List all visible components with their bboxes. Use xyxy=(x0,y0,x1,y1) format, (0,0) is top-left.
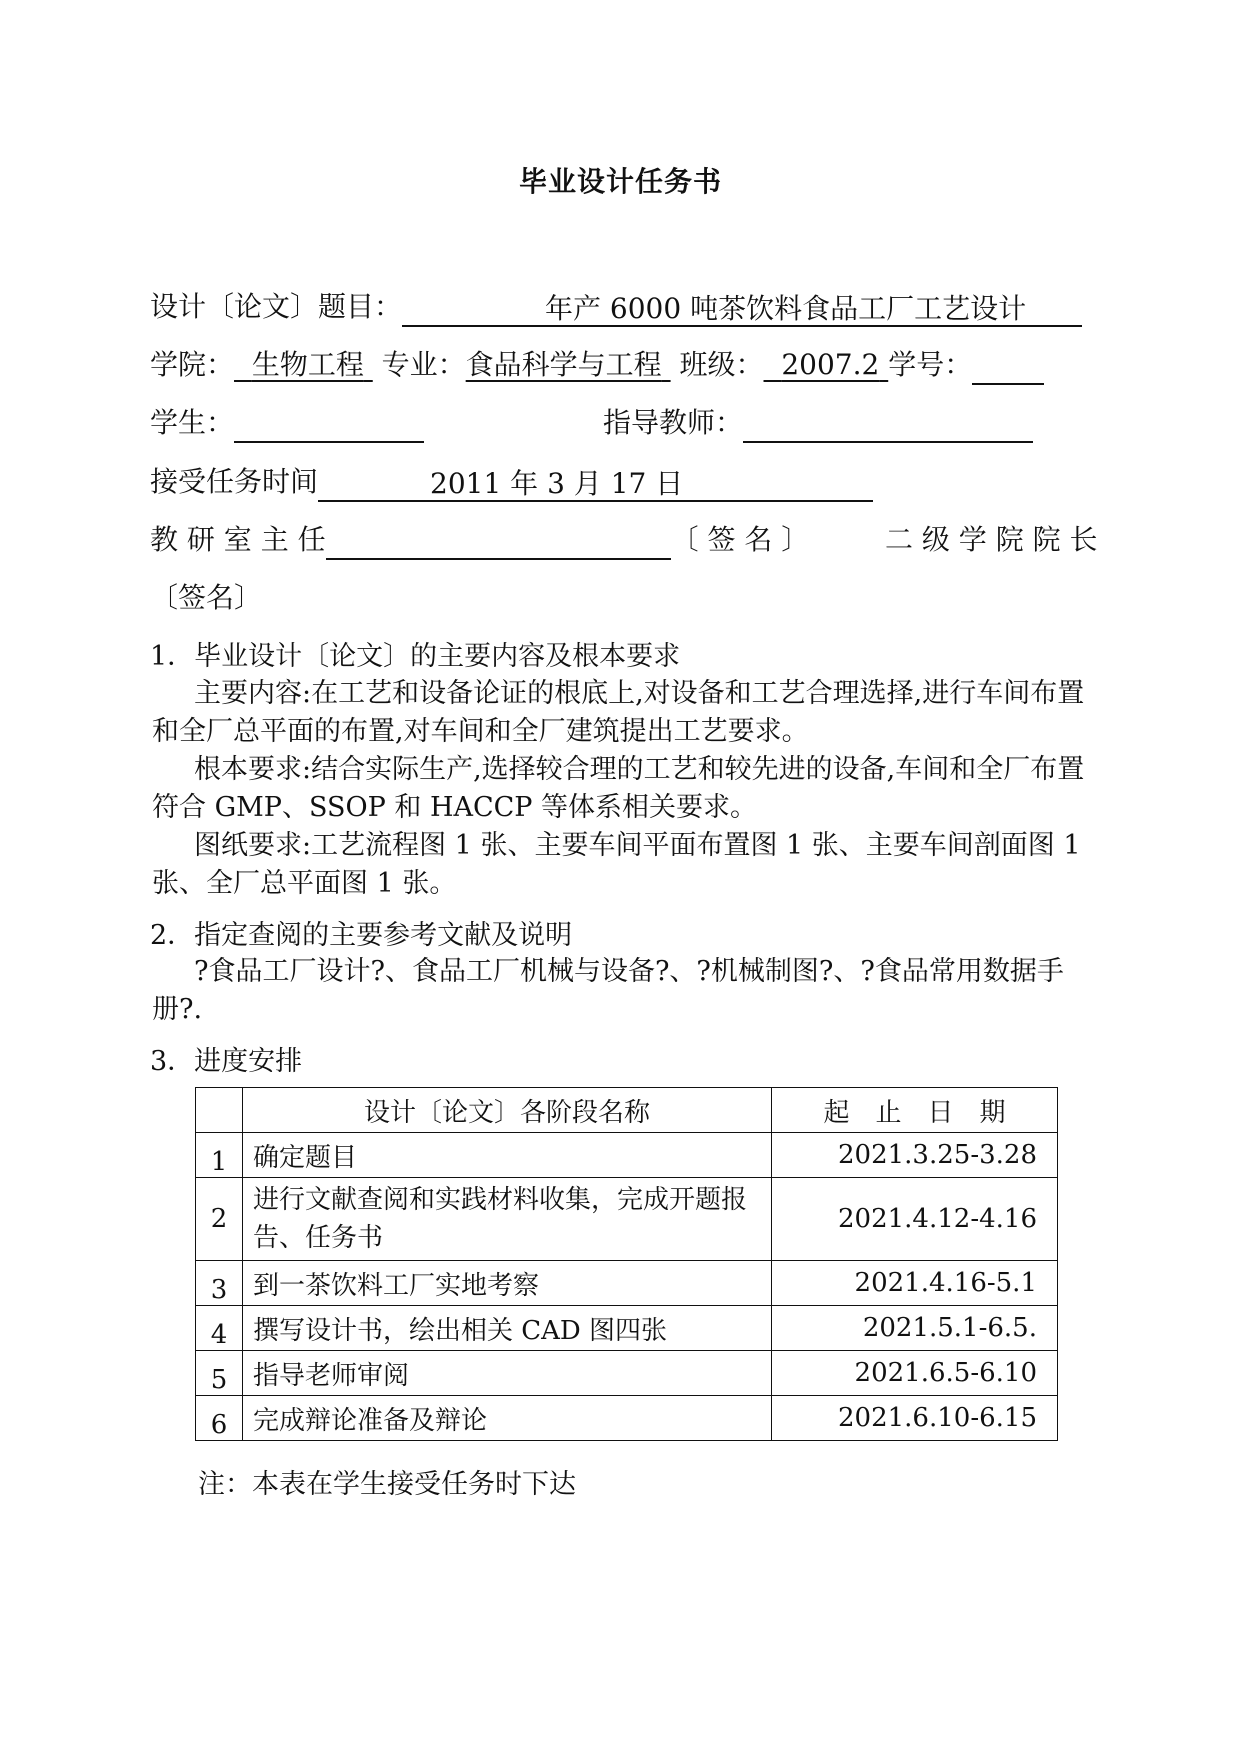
header-stage: 设计〔论文〕各阶段名称 xyxy=(243,1088,772,1133)
college-line xyxy=(150,345,1044,385)
class-field[interactable] xyxy=(764,348,889,381)
table-row xyxy=(196,1306,1058,1351)
major-field[interactable] xyxy=(466,348,671,381)
student-label: 学生： xyxy=(150,406,235,439)
table-row xyxy=(196,1351,1058,1396)
row-number: 5 xyxy=(196,1351,243,1396)
header-num-cell xyxy=(196,1088,243,1133)
section1-drawings: 图纸要求:工艺流程图 1 张、主要车间平面布置图 1 张、主要车间剖面图 1 张、全厂总平面图 1 张。 xyxy=(152,830,1081,899)
topic-value: 年产 6000 吨茶饮料食品工厂工艺设计 xyxy=(545,292,1027,325)
student-field[interactable] xyxy=(234,405,424,443)
class-label: 班级： xyxy=(679,348,764,381)
class-value: 2007.2 xyxy=(781,348,880,381)
header-date: 起 止 日 期 xyxy=(772,1088,1058,1133)
schedule-header-row xyxy=(196,1088,1058,1133)
row-date: 2021.3.25-3.28 xyxy=(772,1133,1058,1178)
row-stage: 指导老师审阅 xyxy=(243,1351,772,1396)
college-label: 学院： xyxy=(150,348,235,381)
section1-content: 主要内容:在工艺和设备论证的根底上,对设备和工艺合理选择,进行车间布置和全厂总平面的布置,对车间和全厂建筑提出工艺要求。 xyxy=(152,678,1085,747)
section2-heading: 2．指定查阅的主要参考文献及说明 xyxy=(150,920,573,951)
row-date: 2021.4.16-5.1 xyxy=(772,1261,1058,1306)
dean-sign-label: 〔签名〕 xyxy=(150,581,263,614)
director-line xyxy=(150,520,809,560)
table-row xyxy=(196,1396,1058,1441)
student-line xyxy=(150,403,424,443)
row-stage: 撰写设计书，绘出相关 CAD 图四张 xyxy=(243,1306,772,1351)
topic-field[interactable] xyxy=(402,289,1082,327)
row-number: 3 xyxy=(196,1261,243,1306)
table-row xyxy=(196,1133,1058,1178)
row-number: 4 xyxy=(196,1306,243,1351)
date-value: 2011 年 3 月 17 日 xyxy=(430,467,684,500)
section1-heading: 1．毕业设计〔论文〕的主要内容及根本要求 xyxy=(150,641,681,672)
row-date: 2021.6.5-6.10 xyxy=(772,1351,1058,1396)
schedule-table xyxy=(195,1087,1058,1441)
date-label: 接受任务时间 xyxy=(150,465,319,498)
student-id-label: 学号： xyxy=(888,348,973,381)
table-note: 注：本表在学生接受任务时下达 xyxy=(198,1469,576,1500)
dean-label: 二 级 学 院 院 长 xyxy=(885,523,1098,556)
director-sign-field[interactable] xyxy=(326,522,671,560)
sign-label: 〔 签 名 〕 xyxy=(670,523,810,556)
major-label: 专业： xyxy=(381,348,466,381)
row-stage: 完成辩论准备及辩论 xyxy=(243,1396,772,1441)
row-date: 2021.5.1-6.5. xyxy=(772,1306,1058,1351)
table-row xyxy=(196,1178,1058,1261)
row-stage: 到一茶饮料工厂实地考察 xyxy=(243,1261,772,1306)
row-date: 2021.6.10-6.15 xyxy=(772,1396,1058,1441)
advisor-field[interactable] xyxy=(743,405,1033,443)
major-value: 食品科学与工程 xyxy=(465,348,662,381)
advisor-label: 指导教师： xyxy=(603,406,744,439)
date-line xyxy=(150,462,873,502)
student-id-field[interactable] xyxy=(972,347,1044,385)
row-stage: 确定题目 xyxy=(243,1133,772,1178)
section1-requirements: 根本要求:结合实际生产,选择较合理的工艺和较先进的设备,车间和全厂布置符合 GMP、SSOP 和 HACCP 等体系相关要求。 xyxy=(152,754,1085,823)
row-stage: 进行文献查阅和实践材料收集，完成开题报告、任务书 xyxy=(243,1178,772,1261)
advisor-line xyxy=(603,403,1033,443)
director-label: 教 研 室 主 任 xyxy=(150,523,326,556)
college-value: 生物工程 xyxy=(251,348,364,381)
college-field[interactable] xyxy=(234,348,373,381)
date-field[interactable] xyxy=(318,464,873,502)
row-date: 2021.4.12-4.16 xyxy=(772,1178,1058,1261)
document-title: 毕业设计任务书 xyxy=(518,165,722,198)
topic-label: 设计〔论文〕题目： xyxy=(150,290,403,323)
topic-line xyxy=(150,287,1082,327)
section2-refs: ?食品工厂设计?、食品工厂机械与设备?、?机械制图?、?食品常用数据手册?. xyxy=(152,956,1064,1025)
table-row xyxy=(196,1261,1058,1306)
row-number: 2 xyxy=(196,1178,243,1261)
row-number: 6 xyxy=(196,1396,243,1441)
section3-heading: 3．进度安排 xyxy=(150,1046,303,1077)
row-number: 1 xyxy=(196,1133,243,1178)
